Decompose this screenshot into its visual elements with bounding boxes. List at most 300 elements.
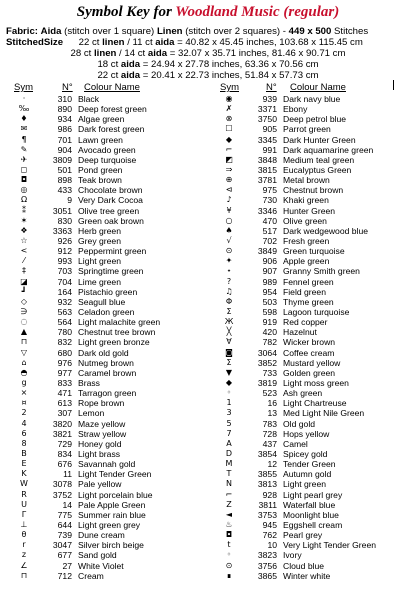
key-row [5,206,183,216]
colour-name: Black [78,94,100,105]
colour-name: Granny Smith green [283,266,360,277]
col-sym-header: Sym [220,82,239,93]
floss-number: 598 [262,307,277,318]
floss-number: 904 [57,144,72,155]
colour-name: Caramel brown [78,367,137,378]
floss-number: 926 [57,236,72,247]
key-row [5,94,183,104]
size-fabric: aida [120,59,141,70]
floss-number: 3855 [257,469,277,480]
floss-number: 3346 [257,205,277,216]
symbol: R [21,489,27,499]
symbol: ▼ [225,367,233,377]
colour-name: Pearl grey [283,530,323,541]
page-title [0,4,416,21]
symbol: ⁑ [22,205,26,215]
floss-number: 939 [262,94,277,105]
floss-number: 977 [57,367,72,378]
key-row [210,307,388,317]
floss-number: 12 [267,459,277,470]
key-row [210,195,388,205]
colour-name: Avocado green [78,144,136,155]
key-row [5,540,183,550]
floss-number: 613 [57,398,72,409]
key-row [5,307,183,317]
key-row [210,114,388,124]
colour-name: Chocolate brown [78,185,143,196]
size-dimensions: = 32.07 x 35.71 inches, 81.46 x 90.71 cm [167,48,346,59]
colour-name: Camel [283,438,308,449]
symbol: ◌ [20,317,28,327]
floss-number: 3849 [257,246,277,257]
key-row [210,368,388,378]
key-row [210,469,388,479]
key-row [5,165,183,175]
floss-number: 728 [262,428,277,439]
key-row [5,479,183,489]
key-row [210,540,388,550]
key-row [210,216,388,226]
key-row [210,135,388,145]
colour-name: Light porcelain blue [78,489,153,500]
symbol: ⋆ [226,266,232,276]
floss-number: 993 [57,256,72,267]
floss-number: 945 [262,519,277,530]
floss-number: 704 [57,276,72,287]
key-row [5,226,183,236]
col-sym-header: Sym [14,82,33,93]
floss-number: 307 [57,408,72,419]
key-row [5,489,183,499]
key-row [210,175,388,185]
symbol: 5 [226,418,232,428]
key-row [210,94,388,104]
fabric-linen: Linen [156,26,183,37]
symbol: ◦ [226,388,232,398]
floss-number: 523 [262,388,277,399]
key-row [5,124,183,134]
stitched-size-line-4 [0,70,416,81]
colour-name: Chestnut tree brown [78,327,156,338]
key-row [210,337,388,347]
colour-name: Lagoon turquoise [283,307,350,318]
size-count: / 14 ct [116,48,148,59]
symbol: ⌐ [225,144,233,154]
size-fabric: linen [94,48,117,59]
fabric-aida: Aida [40,26,62,37]
symbol: ⌐ [225,489,233,499]
size-dimensions: = 24.94 x 27.78 inches, 63.36 x 70.56 cm [140,59,319,70]
floss-number: 775 [57,509,72,520]
fabric-aida-note: (stitch over 1 square) [64,26,155,37]
symbol: ¥ [226,205,232,215]
floss-number: 471 [57,388,72,399]
floss-number: 3781 [257,175,277,186]
key-row [5,398,183,408]
symbol: 3 [226,408,232,418]
symbol: ◉ [225,94,233,104]
colour-name: Light green bronze [78,337,150,348]
colour-name: Deep petrol blue [283,114,347,125]
key-row [5,419,183,429]
key-row [210,439,388,449]
floss-number: 501 [57,165,72,176]
key-row [5,266,183,276]
colour-name: Savannah gold [78,459,136,470]
key-row [5,337,183,347]
floss-number: 989 [262,276,277,287]
key-row [5,246,183,256]
floss-number: 564 [57,317,72,328]
stitch-count: 449 x 500 [288,26,332,37]
key-row [210,317,388,327]
colour-name: Light green grey [78,519,141,530]
key-row [210,388,388,398]
floss-number: 3047 [52,540,72,551]
floss-number: 677 [57,550,72,561]
key-row [210,155,388,165]
symbol: ♫ [225,286,233,296]
floss-number: 782 [262,337,277,348]
colour-name: Ebony [283,104,308,115]
colour-name: Pale yellow [78,479,122,490]
colour-name: Deep forest green [78,104,147,115]
key-row [210,408,388,418]
symbol: ✎ [20,144,28,154]
colour-name: Very Dark Cocoa [78,195,143,206]
colour-name: Dark aquamarine green [283,144,374,155]
key-row [5,317,183,327]
colour-name: Light Chartreuse [283,398,347,409]
colour-name: Hazelnut [283,327,317,338]
floss-number: 934 [57,114,72,125]
colour-name: Field green [283,286,326,297]
colour-name: Very Light Tender Green [283,540,376,551]
symbol: ◄ [225,509,233,519]
floss-number: 3078 [52,479,72,490]
title-pattern-name: Woodland Music (regular) [175,4,340,20]
floss-number: 3819 [257,378,277,388]
fabric-label: Fabric: [6,26,38,37]
colour-name: Tender Green [283,459,336,470]
key-row [5,185,183,195]
key-row [210,327,388,337]
key-row [5,368,183,378]
symbol: √ [226,236,232,246]
colour-name: Thyme green [283,296,334,307]
floss-number: 905 [262,124,277,135]
key-row [210,348,388,358]
size-fabric: aida [155,37,175,48]
floss-number: 470 [262,215,277,226]
key-row [5,297,183,307]
key-row [210,429,388,439]
floss-number: 14 [62,499,72,510]
symbol: ☆ [20,236,28,246]
floss-number: 3064 [257,347,277,358]
floss-number: 3371 [257,104,277,115]
symbol: ⊥ [20,519,28,529]
floss-number: 702 [262,236,277,247]
key-row [210,206,388,216]
size-dimensions: = 20.41 x 22.73 inches, 51.84 x 57.73 cm [140,70,319,81]
colour-name: Parrot green [283,124,331,135]
key-row [5,348,183,358]
floss-number: 420 [262,327,277,338]
symbol: 8 [21,438,27,448]
colour-name: Light green [283,479,327,490]
symbol: ⊗ [225,114,233,124]
floss-number: 164 [57,286,72,297]
colour-name: Metal brown [283,175,330,186]
floss-number: 701 [57,134,72,145]
key-row [210,185,388,195]
symbol: M [225,459,233,469]
symbol: 2 [21,408,27,418]
size-count: / 11 ct [124,37,156,48]
key-row [5,429,183,439]
floss-number: 3815 [257,165,277,176]
key-row [5,520,183,530]
divider [393,80,394,90]
floss-number: 898 [57,175,72,186]
symbol: ¶ [21,134,27,144]
floss-number: 780 [57,327,72,338]
colour-name: Light moss green [283,378,349,388]
symbol: U [21,499,27,509]
size-fabric: aida [120,70,141,81]
floss-number: 730 [262,195,277,206]
colour-name: White Violet [78,560,124,571]
colour-name: Red copper [283,317,328,328]
symbol: 7 [226,428,232,438]
symbol: Z [226,499,232,509]
symbol: ♦ [20,114,28,124]
stitches-label: Stitches [334,26,369,37]
floss-number: 906 [262,256,277,267]
key-row [5,104,183,114]
colour-name: Dark forest green [78,124,145,135]
size-count: 28 ct [70,48,94,59]
colour-name: Herb green [78,225,121,236]
floss-number: 3823 [257,550,277,561]
key-row [210,571,388,581]
floss-number: 3750 [257,114,277,125]
key-row [210,449,388,459]
colour-name: Sand gold [78,550,117,561]
fabric-line [6,26,410,37]
symbol: ♠ [225,225,233,235]
colour-name: Coffee cream [283,347,335,358]
key-row [5,500,183,510]
stitched-size-line-3 [0,59,416,70]
colour-name: Hunter Green [283,205,336,216]
colour-name: Apple green [283,256,330,267]
floss-number: 3752 [52,489,72,500]
symbol: ◦ [226,550,232,560]
colour-name: Waterfall blue [283,499,336,510]
key-row [5,510,183,520]
key-row [210,226,388,236]
floss-number: 703 [57,266,72,277]
colour-name: Autumn gold [283,469,332,480]
floss-number: 3865 [257,570,277,581]
fabric-linen-note: (stitch over 2 squares) - [185,26,286,37]
floss-number: 833 [57,378,72,388]
key-row [210,479,388,489]
key-row [210,550,388,560]
key-row [5,388,183,398]
colour-name: Dark Hunter Green [283,134,356,145]
colour-name: Dark navy blue [283,94,341,105]
floss-number: 912 [57,246,72,257]
key-row [5,216,183,226]
colour-name: Eucalyptus Green [283,165,352,176]
key-row [210,358,388,368]
key-row [5,175,183,185]
colour-name: Olive tree green [78,205,140,216]
floss-number: 3809 [52,154,72,165]
key-row [210,520,388,530]
colour-name: Pale Apple Green [78,499,146,510]
symbol: ✗ [225,104,233,114]
key-row [5,560,183,570]
colour-name: Rope brown [78,398,125,409]
symbol: ⌂ [21,357,27,367]
colour-name: Teak brown [78,175,122,186]
floss-number: 16 [267,398,277,409]
key-row [5,327,183,337]
key-row [210,256,388,266]
colour-name: Hops yellow [283,428,330,439]
symbol: E [21,459,27,469]
key-row [210,145,388,155]
colour-name: Dark wedgewood blue [283,225,369,236]
symbol: ◎ [20,185,28,195]
key-row [5,439,183,449]
symbol: 6 [21,428,27,438]
colour-name: Golden green [283,367,336,378]
col-no-header: N° [266,82,277,93]
colour-name: Honey gold [78,438,122,449]
floss-number: 433 [57,185,72,196]
symbol-key-left [5,94,183,581]
size-count: 22 ct [78,37,103,48]
symbol: W [20,479,28,489]
symbol: ✦ [225,256,233,266]
colour-name: Summer rain blue [78,509,146,520]
symbol: ◩ [225,154,233,164]
stitched-size-line-2 [0,48,416,59]
colour-name: Dark old gold [78,347,129,358]
floss-number: 310 [57,94,72,105]
floss-number: 563 [57,307,72,318]
colour-name: Pond green [78,165,123,176]
symbol: ‰ [18,104,30,114]
colour-name: Silver birch beige [78,540,144,551]
size-count: 18 ct [97,59,121,70]
symbol: ┛ [21,286,27,296]
symbol: ♪ [226,195,232,205]
size-count: 22 ct [97,70,121,81]
colour-name: Brass [78,378,100,388]
symbol: ❖ [20,225,28,235]
floss-number: 976 [57,357,72,368]
key-row [5,449,183,459]
symbol: ⊙ [225,246,233,256]
colour-name: Straw yellow [78,428,127,439]
symbol: 1 [226,398,232,408]
symbol: ◆ [225,378,233,387]
colour-name: Light Tender Green [78,469,152,480]
floss-number: 10 [267,540,277,551]
symbol: N [226,479,232,489]
key-row [210,124,388,134]
col-name-header: Colour Name [290,82,346,93]
colour-name: Maze yellow [78,418,126,429]
key-row [210,246,388,256]
symbol: t [227,540,231,550]
stitched-size-label: StitchedSize [6,37,64,48]
symbol: ∋ [20,307,28,317]
key-row [5,571,183,581]
key-row [210,378,388,388]
colour-name: Khaki green [283,195,329,206]
floss-number: 3821 [52,428,72,439]
floss-number: 3854 [257,448,277,459]
key-row [5,459,183,469]
symbol: ⇒ [225,165,233,175]
colour-name: Fresh green [283,236,330,247]
symbol: ⊲ [225,185,233,195]
key-row [5,195,183,205]
key-row [5,530,183,540]
floss-number: 503 [262,296,277,307]
key-row [5,155,183,165]
colour-name: Pistachio green [78,286,138,297]
key-row [210,530,388,540]
key-row [5,358,183,368]
floss-number: 437 [262,438,277,449]
symbol: 4 [21,418,27,428]
symbol: ◘ [20,175,28,185]
key-row [210,510,388,520]
floss-number: 907 [262,266,277,277]
symbol: r [22,540,26,550]
floss-number: 27 [62,560,72,571]
symbol: ¤ [21,398,27,408]
colour-name: Grey green [78,236,121,247]
key-row [210,165,388,175]
colour-name: Lemon [78,408,105,419]
size-dimensions: = 40.82 x 45.45 inches, 103.68 x 115.45 cm [174,37,363,48]
colour-name: Wicker brown [283,337,336,348]
colour-name: Moonlight blue [283,509,339,520]
floss-number: 644 [57,519,72,530]
floss-number: 3811 [258,499,277,510]
symbol: D [225,448,233,458]
key-row [210,297,388,307]
symbol: A [226,438,232,448]
floss-number: 3363 [52,225,72,236]
colour-name: Light pearl grey [283,489,343,500]
symbol-key-right [210,94,388,581]
floss-number: 928 [262,489,277,500]
floss-number: 832 [57,337,72,348]
key-row [210,236,388,246]
floss-number: 975 [262,185,277,196]
floss-number: 517 [262,225,277,236]
